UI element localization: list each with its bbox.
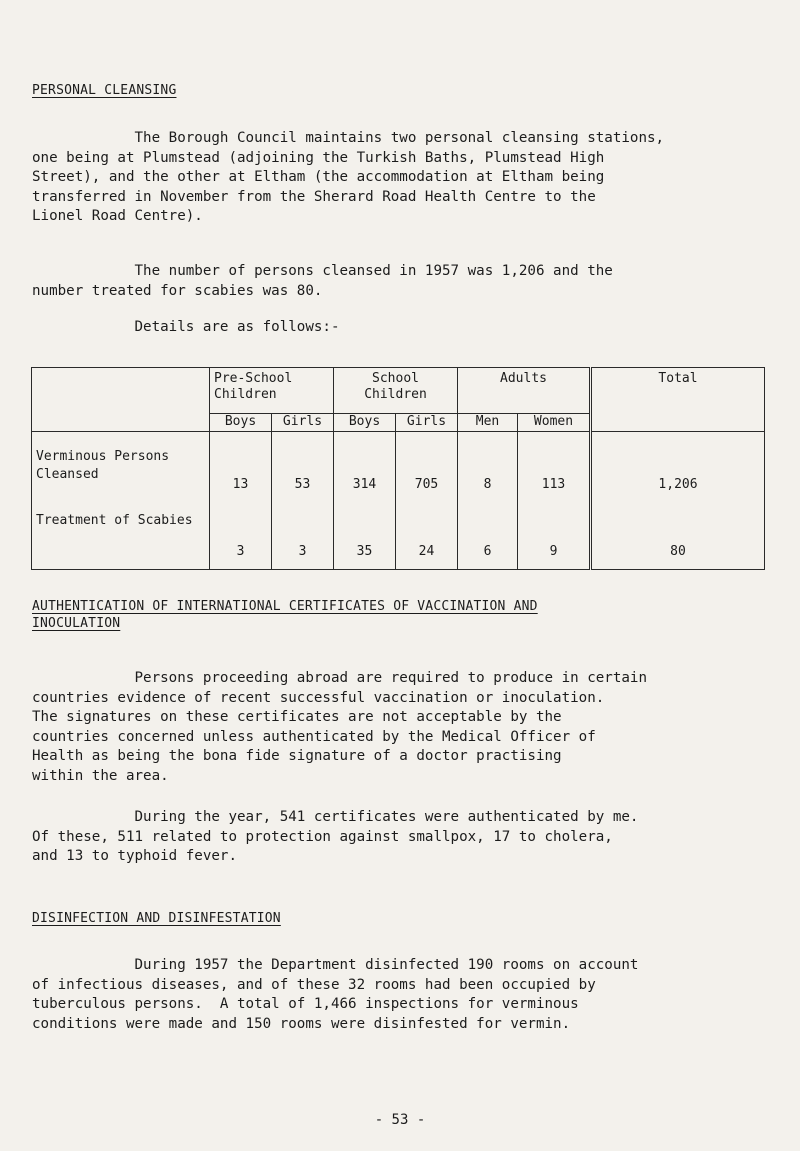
section-heading-personal-cleansing: PERSONAL CLEANSING [32,83,177,98]
cell-value: 8 [458,432,518,502]
cell-value: 53 [272,432,334,502]
paragraph-disinfection: During 1957 the Department disinfected 190 rooms on account of infectious diseases, and of these 32 rooms had been occupied by tuberculous persons. A total of 1,466 inspections for verminous conditions were made and 150 rooms were disinfested for vermin. [32,957,639,1032]
cell-value: 705 [396,432,458,502]
heading-line: INOCULATION [32,616,121,631]
cell-value: 314 [334,432,396,502]
cell-value: 35 [334,502,396,570]
table-header-row [32,368,765,414]
cell-total: 1,206 [591,432,765,502]
header-adults: Adults [458,368,591,414]
subheader-pre-school-boys: Boys [210,414,272,432]
paragraph-cleansed-count: The number of persons cleansed in 1957 was 1,206 and the number treated for scabies was 80. [32,263,613,299]
cell-value: 24 [396,502,458,570]
cell-value: 9 [518,502,591,570]
cell-value: 6 [458,502,518,570]
paragraph-certificates: Persons proceeding abroad are required to produce in certain countries evidence of recent successful vaccination or inoculation. The signatures on these certificates are not acceptable by the countries concerned unless authenticated by the Medical Officer of Health as being the bona fide signature of a doctor practising within the area. [32,670,647,784]
subheader-women: Women [518,414,591,432]
cell-total: 80 [591,502,765,570]
table-row [32,502,765,570]
header-total: Total [591,368,765,432]
table-corner-cell [32,368,210,432]
cell-value: 13 [210,432,272,502]
cell-value: 3 [272,502,334,570]
heading-line: AUTHENTICATION OF INTERNATIONAL CERTIFICATES OF VACCINATION AND [32,599,538,614]
subheader-men: Men [458,414,518,432]
cell-value: 113 [518,432,591,502]
row-label-verminous: Verminous Persons Cleansed [32,432,210,502]
section-heading-authentication [32,598,538,632]
subheader-school-girls: Girls [396,414,458,432]
header-school-children: School Children [334,368,458,414]
paragraph-certificates-count: During the year, 541 certificates were authenticated by me. Of these, 511 related to protection against smallpox, 17 to cholera, and 13 to typhoid fever. [32,809,639,864]
row-label-scabies: Treatment of Scabies [32,502,210,570]
cell-value: 3 [210,502,272,570]
table-row [32,432,765,502]
page-number: - 53 - [374,1112,426,1128]
subheader-pre-school-girls: Girls [272,414,334,432]
section-heading-disinfection: DISINFECTION AND DISINFESTATION [32,911,281,926]
header-pre-school-children: Pre-School Children [210,368,334,414]
cleansing-details-table [31,367,765,570]
subheader-school-boys: Boys [334,414,396,432]
paragraph-details-intro: Details are as follows:- [32,319,340,335]
paragraph-cleansing-stations: The Borough Council maintains two personal cleansing stations, one being at Plumstead (adjoining the Turkish Baths, Plumstead High Street), and the other at Eltham (the accommodation at Eltham being transferred in November from the Sherard Road Health Centre to the Lionel Road Centre). [32,130,665,224]
